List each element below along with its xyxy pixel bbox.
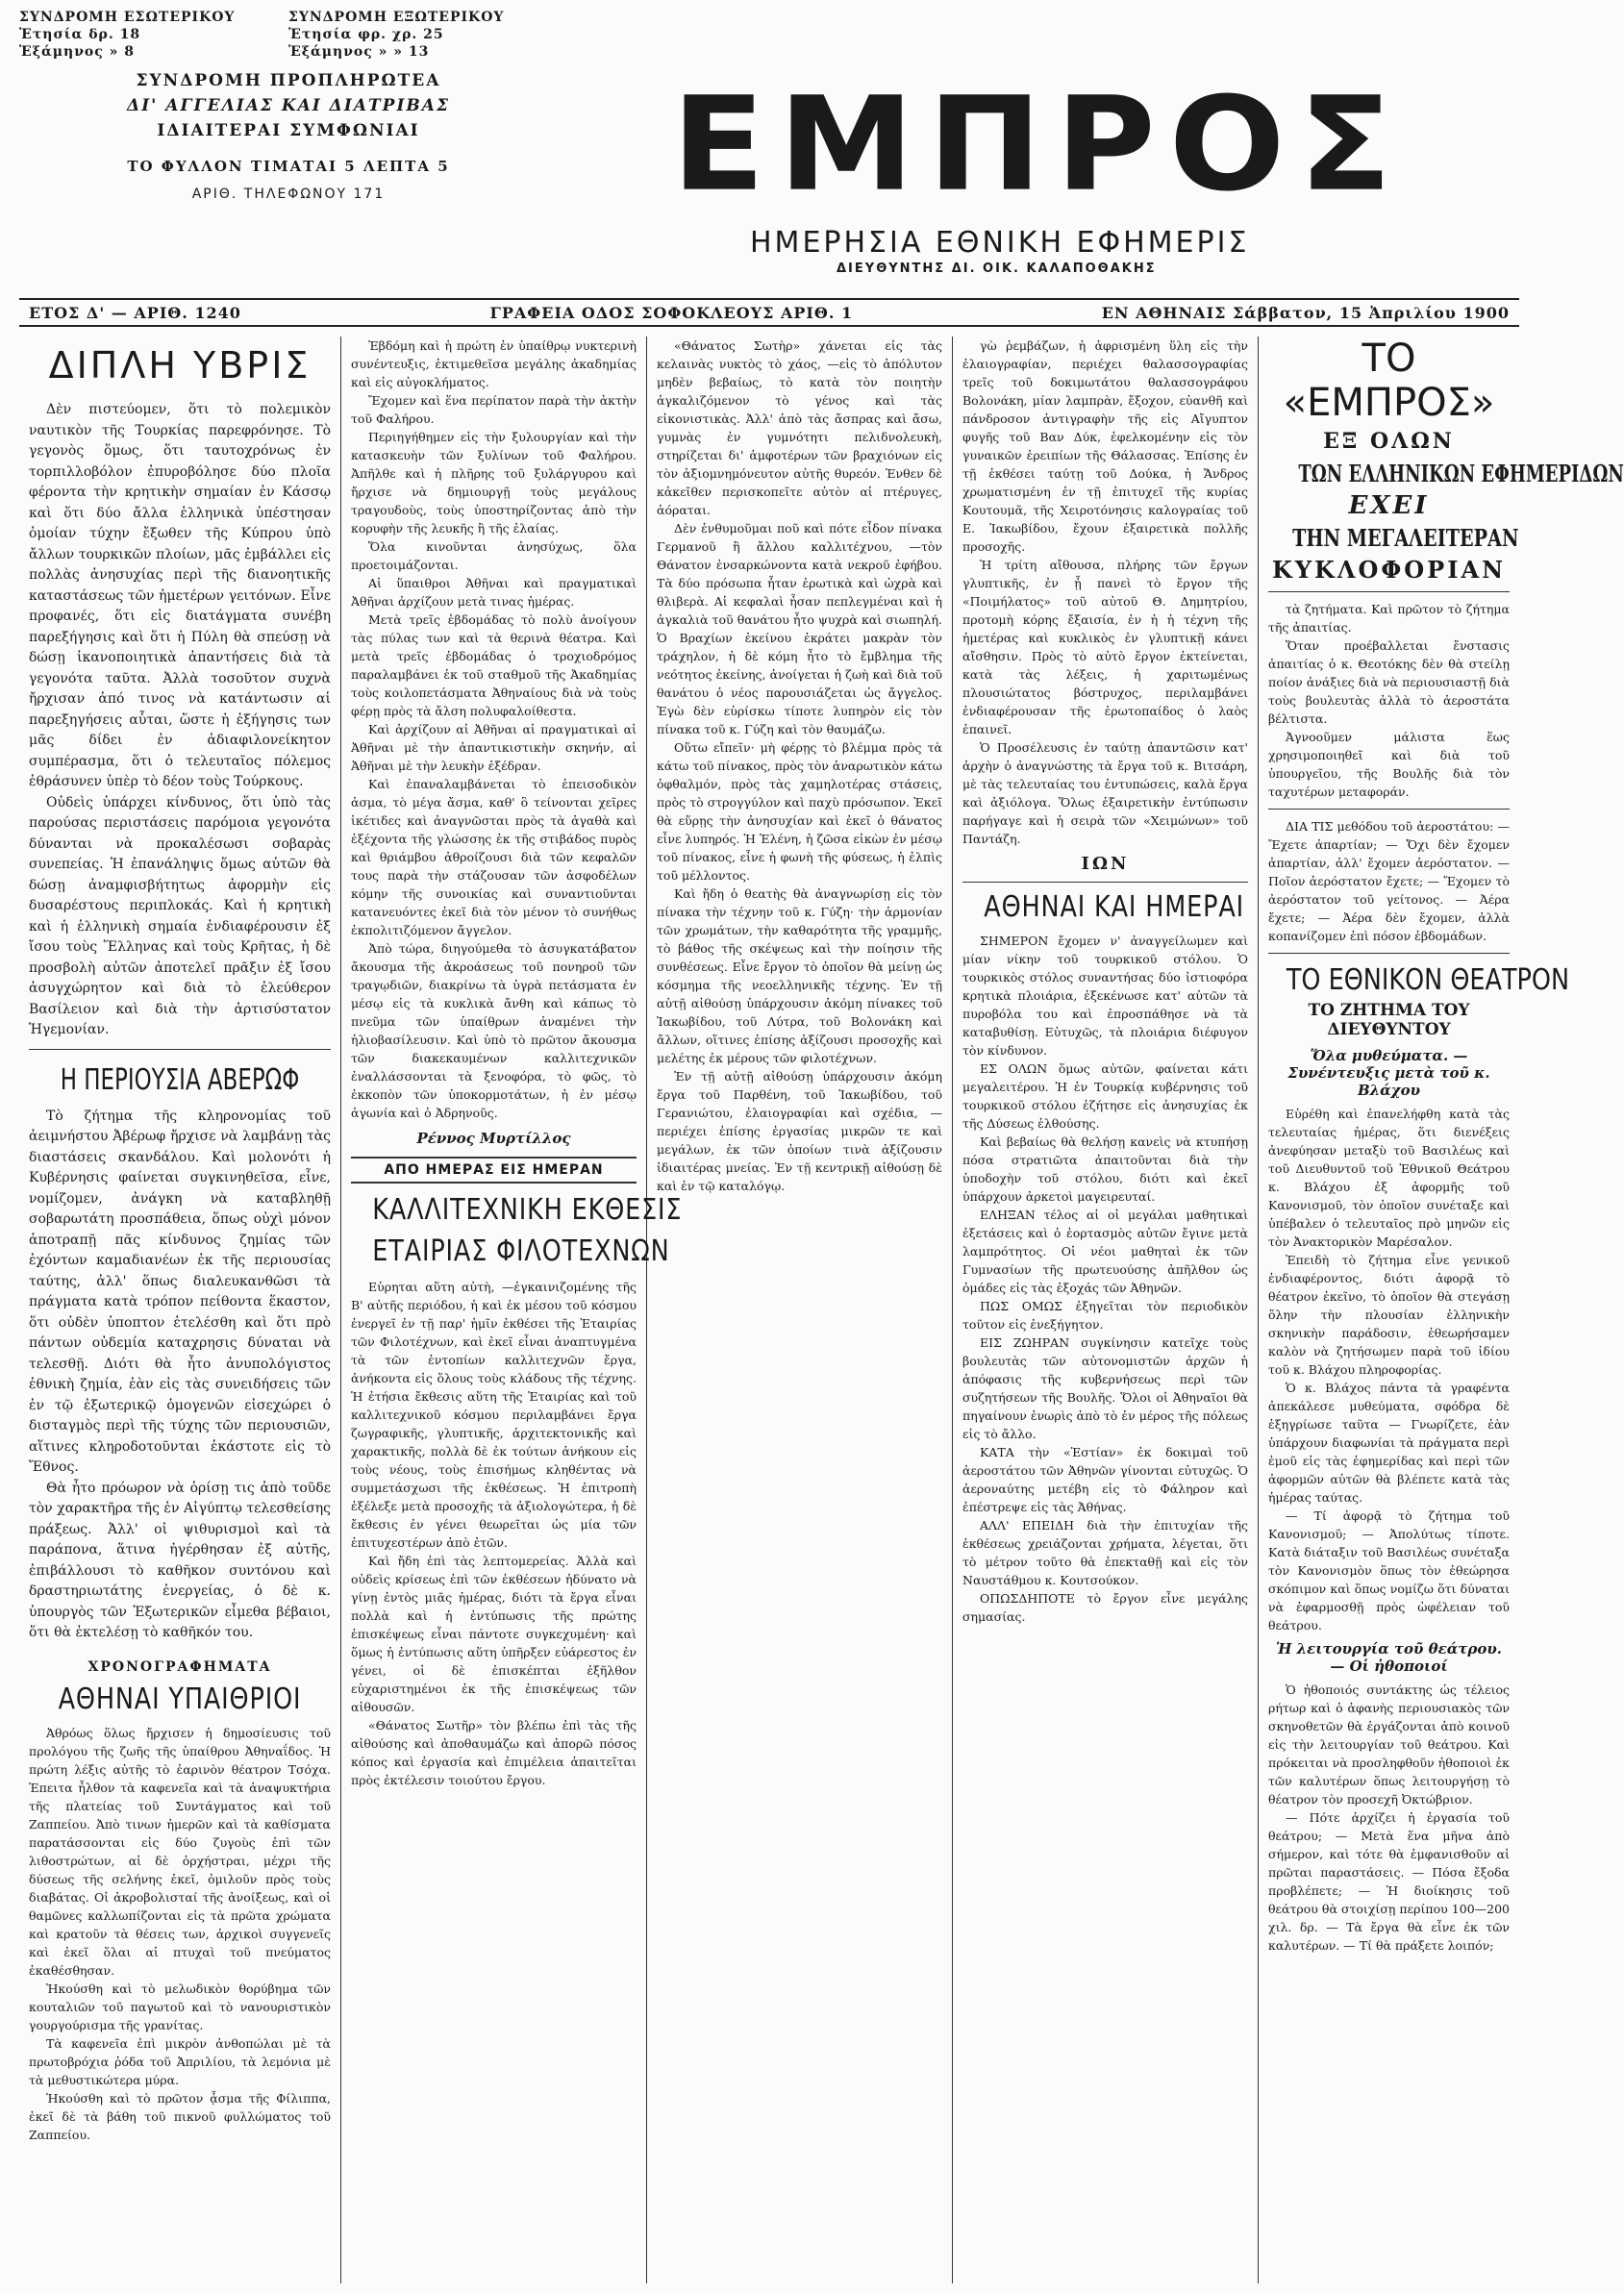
subs-foreign-heading: ΣΥΝΔΡΟΜΗ ΕΞΩΤΕΡΙΚΟΥ (288, 10, 505, 25)
paragraph: ΟΠΩΣΔΗΠΟΤΕ τὸ ἔργον εἶνε μεγάλης σημασίας. (962, 1591, 1248, 1624)
article-title-averof: Η ΠΕΡΙΟΥΣΙΑ ΑΒΕΡΩΦ (60, 1062, 300, 1097)
paragraph: Ἠκούσθη καὶ τὸ μελωδικὸν θορύβημα τῶν κουταλιῶν τοῦ παγωτοῦ καὶ τὸ νανουριστικὸν γουργούρισμα τῆς γρανίτας. (29, 1981, 331, 2032)
paragraph: ΣΗΜΕΡΟΝ ἔχομεν ν' ἀναγγείλωμεν καὶ μίαν νίκην τοῦ τουρκικοῦ στόλου. Ὁ τουρκικὸς στόλος συναντήσας δύο ἰστιοφόρα κρητικὰ πλοιάρια, ἐξεκένωσε κατ' αὐτῶν τὰ πυροβόλα του καὶ ἐπροσπάθησε νὰ τὰ καταβυθίσῃ. Εὐτυχῶς, τὰ πλοιάρια διέφυγον τὸν κίνδυνον. (962, 934, 1248, 1058)
paragraph: ΑΛΛ' ΕΠΕΙΔΗ διὰ τὴν ἐπιτυχίαν τῆς ἐκθέσεως χρειάζονται χρήματα, λέγεται, ὅτι τὸ μέτρον τοῦτο θὰ ἐπεκταθῇ καὶ εἰς τὸν Ναυστάθμου κ. Κουτσούκον. (962, 1518, 1248, 1587)
article-columns (19, 336, 1624, 2283)
paragraph: Ἠκούσθη καὶ τὸ πρῶτον ᾆσμα τῆς Φίλιππα, ἐκεῖ δὲ τὰ βάθη τοῦ πικνοῦ φυλλώματος τοῦ Ζαππείου. (29, 2090, 331, 2142)
issue-date: ΕΝ ΑΘΗΝΑΙΣ Σάββατον, 15 Ἀπριλίου 1900 (1101, 303, 1510, 322)
dateline-bar (19, 298, 1519, 327)
article-body (29, 400, 331, 1041)
paragraph: Τὰ καφενεῖα ἐπὶ μικρὸν ἀνθοπώλαι μὲ τὰ πρωτοβρόχια ῥόδα τοῦ Ἀπριλίου, τὰ λεμόνια μὲ τὰ μεθυστικώτερα μύρα. (29, 2035, 331, 2087)
paragraph: Ἐπειδὴ τὸ ζήτημα εἶνε γενικοῦ ἐνδιαφέροντος, διότι ἀφορᾷ τὸ θέατρον ἐκεῖνο, τὸ ὁποῖον θὰ στεγάσῃ ὅλην τὴν πλουσίαν ἑλληνικὴν σκηνικὴν παράδοσιν, ἐθεωρήσαμεν καλὸν νὰ ζητήσωμεν παρὰ τοῦ ἰδίου τοῦ κ. Βλάχου πληροφορίας. (1268, 1253, 1510, 1377)
article-body (1268, 600, 1510, 801)
article-title-athinai-kai-imerai: ΑΘΗΝΑΙ ΚΑΙ ΗΜΕΡΑΙ (984, 890, 1244, 924)
paragraph: Ἡ τρίτη αἴθουσα, πλήρης τῶν ἔργων γλυπτικῆς, ἐν ᾗ πανεὶ τὸ ἔργον τῆς «Ποιμήλατος» τοῦ αὐτοῦ Θ. Δημητρίου, προτομὴ κόρης ἔξαισία, ἐν ἡ ἡ τέχνη τῆς ἡμετέρας καὶ κυκλικὸς ἐν γλυπτικῇ κάνει αἴσθησιν. Πρὸς τὸ αὐτὸ ἔργον ἐκτείνεται, κατὰ τὰς λέξεις, ἡ χαριτωμένως πλουσιώτατος βόστρυχος, περιλαμβάνει ἐνδιαφέρουσαν τῆς ἐρωτοπαίδος ὁ λαὸς ἐπαινεῖ. (962, 558, 1248, 736)
paragraph: «Θάνατος Σωτὴρ» χάνεται εἰς τὰς κελαινὰς νυκτὸς τὸ χάος, —εἰς τὸ ἀπόλυτον μηδὲν βεβαίως, τὸ κατὰ τὸν ποιητὴν ἀγκαλιζόμενον τὸ γένος καὶ τὰς εἰκονιστικὰς. Ἀλλ' ἀπὸ τὰς ἄσπρας καὶ ἄσω, γυμνὰς ἐν γυμνότητι πελιδνολευκὴ, στηρίζεται δι' ἀμφοτέρων τῶν βραχιόνων εἰς τὸν ἀξιομνημόνευτον αὐτῆς θυρεόν. Ἐνθεν δὲ κἀκεῖθεν περισκοπεῖτε αὐτὸν αἱ πτέρυγες, ἀόραται. (657, 338, 942, 517)
promo-line-3: ΤΩΝ ΕΛΛΗΝΙΚΩΝ ΕΦΗΜΕΡΙΔΩΝ (1298, 460, 1624, 487)
prepaid-notice: ΣΥΝΔΡΟΜΗ ΠΡΟΠΛΗΡΩΤΕΑ (136, 71, 441, 90)
newspaper-tagline: ΗΜΕΡΗΣΙΑ ΕΘΝΙΚΗ ΕΦΗΜΕΡΙΣ (750, 226, 1250, 260)
column-4 (953, 336, 1259, 2283)
paragraph: Ὁ ἠθοποιός συντάκτης ὡς τέλειος ρήτωρ καὶ ὁ ἀφανὴς περιουσιακὸς τῶν σκηνοθετῶν θὰ ἐργάζονται ἀπὸ κοινοῦ εἰς τὴν λειτουργίαν τοῦ θεάτρου. Καὶ πρόκειται νὰ προσληφθοῦν ἠθοποιοὶ ἐκ τῶν καλυτέρων ὅπως λειτουργήσῃ τὸ θέατρον τὸν προσεχῆ Ὀκτώβριον. (1268, 1682, 1510, 1807)
newspaper-director: ΔΙΕΥΘΥΝΤΗΣ ΔΙ. ΟΙΚ. ΚΑΛΑΠΟΘΑΚΗΣ (837, 262, 1157, 276)
article-body (1268, 1105, 1510, 1634)
article-body (1268, 1681, 1510, 1955)
promo-line-6: ΚΥΚΛΟΦΟΡΙΑΝ (1271, 556, 1507, 584)
paragraph: ΕΣ ΟΛΩΝ ὅμως αὐτῶν, φαίνεται κάτι μεγαλειτέρου. Ἡ ἐν Τουρκίᾳ κυβέρνησις τοῦ τουρκικοῦ στόλου ἐζήτησε εἰς ἀνησυχίας ἐκ τῆς Δύσεως ἐλθούσης. (962, 1061, 1248, 1131)
paragraph: Ὁ κ. Βλάχος πάντα τὰ γραφέντα ἀπεκάλεσε μυθεύματα, σφόδρα δὲ ἐξηγρίωσε ταῦτα — Γνωρίζετε, ἐὰν ὑπάρχουν διαφωνίαι τὰ πράγματα περὶ ἐμοῦ εἰς τὰς ἐφημερίδας καὶ περὶ τῶν ἀφορμῶν αὐτῶν θὰ βλέπετε κατὰ τὰς ἡμέρας ταύτας. (1268, 1381, 1510, 1505)
column-3 (647, 336, 953, 2283)
divider (1268, 809, 1510, 810)
promo-line-5: ΤΗΝ ΜΕΓΑΛΕΙΤΕΡΑΝ (1292, 524, 1519, 552)
paragraph: Καὶ βεβαίως θὰ θελήσῃ κανεὶς νὰ κτυπήσῃ πόσα στρατιῶτα ἀπαιτοῦνται διὰ τὴν ὑποδοχὴν τοῦ στόλου, διότι καὶ ἐκεῖ ὑπάρχουν ἀρκετοὶ μαγειρευταί. (962, 1134, 1248, 1204)
article-title-athinai-ypaithrioi: ΑΘΗΝΑΙ ΥΠΑΙΘΡΙΟΙ (58, 1682, 302, 1716)
paragraph: Ἐν τῇ αὐτῇ αἰθούσῃ ὑπάρχουσιν ἀκόμη ἔργα τοῦ Παρθένη, τοῦ Ἰακωβίδου, τοῦ Γερανιώτου, ἐλαιογραφίαι καὶ σχέδια, —περιέχει ἐπίσης ἐργασίας μικρῶν τε καὶ μεγάλων, ἐκ τῶν ὁποίων τινὰ ἀξίζουσιν ἰδιαιτέρας μνείας. Ἐν τῇ κεντρικῇ αἰθούσῃ δὲ καὶ ἐν τῷ καταλόγῳ. (657, 1069, 942, 1193)
article-body (962, 336, 1248, 848)
paragraph: Καὶ ἀρχίζουν αἱ Ἀθῆναι αἱ πραγματικαὶ αἱ Ἀθῆναι μὲ τὴν ἀπαντικιστικὴν σκηνήν, αἱ Ἀθῆναι μὲ τὴν λευκὴν ἐξέδραν. (351, 722, 637, 773)
paragraph: Καὶ ἤδη ἐπὶ τὰς λεπτομερείας. Ἀλλὰ καὶ οὐδεὶς κρίσεως ἐπὶ τῶν ἐκθέσεων ἠδύνατο νὰ γίνῃ ἐντὸς μιᾶς ἡμέρας, διότι τὰ ἔργα εἶναι πολλὰ καὶ ἡ ἐντύπωσις τῆς πρώτης ἐπισκέψεως εἶναι πάντοτε συγκεχυμένη· καὶ ὅμως ἡ ἐντύπωσις αὕτη ὑπῆρξεν εὐάρεστος ἐν γένει, οἱ δὲ ἐπισκέπται ἐξῆλθον εὐχαριστημένοι ἐκ τῆς ἐπισκέψεως τῶν αἰθουσῶν. (351, 1554, 637, 1714)
paragraph: Ἀθρόως ὅλως ἤρχισεν ἡ δημοσίευσις τοῦ προλόγου τῆς ζωῆς τῆς ὑπαίθρου Ἀθηναΐδος. Ἡ πρώτη λέξις αὐτῆς τὸ ἐαρινὸν θέατρον Τσόχα. Ἐπειτα ἦλθον τὰ καφενεῖα καὶ τὰ ἀναψυκτήρια τῆς πλατείας τοῦ Συντάγματος καὶ τοῦ Ζαππείου. Ἀπὸ τινων ἡμερῶν καὶ τὰ καθίσματα παρατάσσονται εἰς δύο ζυγοὺς ἐπὶ τῶν λιθοστρώτων, αἱ δὲ ὀρχήστραι, μέχρι τῆς δύσεως τῆς σελήνης ἐκεῖ, ὁμιλοῦν πρὸς τοὺς διαβάτας. Οἱ ἀκροβολισταί τῆς ἀνοίξεως, καὶ οἱ θαμῶνες καλλωπίζονται εἰς τὰ πρῶτα χρώματα καὶ κρατοῦν τὰ θέσεις των, ἀρχικοὶ συγγενεῖς καὶ ἐκεῖ ὅλαι αἱ πτυχαὶ τοῦ πνεύματος ἐκαθέσθησαν. (29, 1725, 331, 1978)
divider (29, 1049, 331, 1050)
subs-foreign-rate-half: Ἑξάμηνος » » 13 (288, 44, 430, 60)
paragraph: ΕΛΗΞΑΝ τέλος αἱ οἱ μεγάλαι μαθητικαὶ ἐξετάσεις καὶ ὁ ἐορτασμὸς αὐτῶν ἔγινε μετὰ λαμπρότητος. Οἱ νέοι μαθηταὶ ἐκ τῶν Γυμνασίων τῆς πρωτευούσης ἀπῆλθον ὡς ὁμάδες εἰς τὰς ἐξοχάς τῶν Ἀθηνῶν. (962, 1208, 1248, 1295)
paragraph: Ἀπὸ τώρα, διηγούμεθα τὸ ἀσυγκατάβατον ἄκουσμα τῆς ἀκροάσεως τοῦ πονηροῦ τῶν τραγῳδιῶν, διακρίνω τὰ ὑγρὰ πετάσματα ἐν μέσῳ εἰς τὰ κυκλικὰ ἄνθη καὶ κάπως τὸ πνεῦμα τῶν ὑπαίθρων ἀναμένει τὴν ἡλιοβασίλευσιν. Καὶ ὑπὸ τὸ πρῶτον ἄκουσμα τῶν διακεκαυμένων καλλιτεχνικῶν ἐναλλάσσονται τὰ ξενοφόρα, τὸ φῶς, τὸ ἐκκοπὸν τῶν ὑποκορμοτάτων, ἡ ἐν μέσῳ ἀγωνία καὶ ὁ Ἀδρηνοῦς. (351, 941, 637, 1120)
circulation-promo (1268, 336, 1624, 592)
paragraph: γὼ ῥεμβάζων, ἡ ἀφρισμένη ὕλη εἰς τὴν ἐλαιογραφίαν, περιέχει θαλασσογραφίας τρεῖς τοῦ δοκιμωτάτου θαλασσογράφου Βολονάκη, μίαν λαμπρὰν, ἔξοχον, εὐανθῆ καὶ πάνδροσον ἀντιγραφὴν τῆς εἰς Αἴγυπτον φυγῆς τοῦ Βαν Δύκ, ἐφελκομένην εἰς τὸν γυναικῶν ἐρειπίων τῆς Θάλασσας. Ἐπίσης ἐν τῇ ἐκθέσει ταύτῃ τοῦ Δούκα, ἡ Ἄνδρος χρωματισμένη ἐν τῇ ἐπιτυχεῖ τῆς κυρίας Κουτουμᾶ, τῆς Χειροτόνησις καλογραίας τοῦ Ε. Ἰακωβίδου, ἔχουν ἐξαιρετικὰ πολλῆς προσοχῆς. (962, 338, 1248, 554)
paragraph: Καὶ ἤδη ὁ θεατὴς θὰ ἀναγνωρίσῃ εἰς τὸν πίνακα τὴν τέχνην τοῦ κ. Γύζη· τὴν ἁρμονίαν τῶν χρωμάτων, τὴν καθαρότητα τῆς γραμμῆς, τὸ βάθος τῆς σκέψεως καὶ τὴν ποίησιν τῆς συνθέσεως. Εἶνε ἔργον τὸ ὁποῖον θὰ μείνῃ ὡς κόσμημα τῆς νεοελληνικῆς τέχνης. Ἐν τῇ αὐτῇ αἰθούσῃ ὑπάρχουσιν ἀκόμη πίνακες τοῦ Ἰακωβίδου, τοῦ Λύτρα, τοῦ Βολονάκη καὶ ἄλλων, οἵτινες ἐπίσης ἀξίζουσι προσοχῆς καὶ μελέτης ἐκ μέρους τῶν φιλοτέχνων. (657, 886, 942, 1065)
paragraph: ΔΙΑ ΤΙΣ μεθόδου τοῦ ἀεροστάτου: — Ἔχετε ἀπαρτίαν; — Ὄχι δὲν ἔχομεν ἀπαρτίαν, ἀλλ' ἔχομεν ἀερόστατον. — Ποῖον ἀερόστατον ἔχετε; — Ἔχομεν τὸ ἀερόστατον τοῦ γείτονος. — Ἀέρα ἔχετε; — Ἀέρα δὲν ἔχομεν, ἀλλὰ κοπανίζομεν ἐπὶ πόσον ἐβδομάδων. (1268, 819, 1510, 943)
issue-number: ΕΤΟΣ Δ' — ΑΡΙΘ. 1240 (29, 303, 241, 322)
phone-number: ΑΡΙΘ. ΤΗΛΕΦΩΝΟΥ 171 (191, 187, 386, 202)
column-2 (341, 336, 683, 2283)
article-subhead: Ὅλα μυθεύματα. — Συνέντευξις μετὰ τοῦ κ. Βλάχου (1287, 1047, 1490, 1099)
paragraph: Ὅταν προέβαλλεται ἔνστασις ἀπαιτίας ὁ κ. Θεοτόκης δὲν θὰ στείλῃ ποίον ἀνάξιες διὰ νὰ περιουσιαστῇ διὰ τοὺς βουλευτὰς ἀλλὰ τὸ ἀεροστάτα βέλτιστα. (1268, 638, 1510, 726)
subs-domestic-rate-annual: Ἐτησία δρ. 18 (19, 27, 141, 42)
subscription-box (19, 10, 558, 202)
promo-line-1: ΤΟ «ΕΜΠΡΟΣ» (1283, 336, 1495, 425)
paragraph: τὰ ζητήματα. Καὶ πρῶτον τὸ ζήτημα τῆς ἀπαιτίας. (1268, 602, 1510, 635)
divider (962, 882, 1248, 883)
article-body (351, 1278, 637, 1789)
article-title-exhibition: ΚΑΛΛΙΤΕΧΝΙΚΗ ΕΚΘΕΣΙΣ (372, 1193, 683, 1227)
article-body (29, 1724, 331, 2144)
paragraph: — Τί ἀφορᾷ τὸ ζήτημα τοῦ Κανονισμοῦ; — Ἀπολύτως τίποτε. Κατὰ διάταξιν τοῦ Βασιλέως συνέταξα τὸν Κανονισμὸν ὅπως τὸν ἐθεώρησα σκόπιμον καὶ ὅπως νομίζω ὅτι δύναται νὰ ἐφαρμοσθῇ πρὸς ὠφέλειαν τοῦ θεάτρου. (1268, 1508, 1510, 1633)
subs-domestic-heading: ΣΥΝΔΡΟΜΗ ΕΣΩΤΕΡΙΚΟΥ (19, 10, 236, 25)
paragraph: Αἱ ὕπαιθροι Ἀθῆναι καὶ πραγματικαὶ Ἀθῆναι ἀρχίζουν μετὰ τινας ἡμέρας. (351, 576, 637, 609)
paragraph: ΕΙΣ ΖΩΗΡΑΝ συγκίνησιν κατεῖχε τοὺς βουλευτὰς τῶν αὐτονομιστῶν ἀρχῶν ἡ ἀπόφασις τῆς κυβερνήσεως περὶ τῶν συζητήσεων τῆς Βουλῆς. Ὅλοι οἱ Ἀθηναῖοι θὰ πηγαίνουν ἐνωρὶς ἀπὸ τὸ ἐν μέρος τῆς πόλεως εἰς τὸ ἄλλο. (962, 1335, 1248, 1441)
paragraph: Εὑρέθη καὶ ἐπανελήφθη κατὰ τὰς τελευταίας ἡμέρας, ὅτι διενέξεις ἀνεφύησαν μεταξὺ τοῦ Βασιλέως καὶ τοῦ Διευθυντοῦ τοῦ Ἐθνικοῦ Θεάτρου κ. Βλάχου ἐξ ἀφορμῆς τοῦ Κανονισμοῦ, τὸν ὁποῖον συνέταξε καὶ ὑπέβαλεν ὁ τελευταῖος πρὸ μηνῶν εἰς τὸν Ἀνακτορικὸν Μαρέσαλον. (1268, 1107, 1510, 1249)
paragraph: Τὸ ζήτημα τῆς κληρονομίας τοῦ ἀειμνήστου Ἀβέρωφ ἤρχισε νὰ λαμβάνῃ τὰς διαστάσεις σκανδάλου. Καὶ μολονότι ἡ Κυβέρνησις φαίνεται συγκινηθεῖσα, εἶνε, νομίζομεν, ἀνάγκη νὰ καταβληθῇ σοβαρωτάτη προσπάθεια, ὅπως οὐχὶ μόνον ἀποτραπῇ πᾶς κίνδυνος ζημίας τῶν ἐχόντων καμαδιανέων ἐκ τῆς περιουσίας ταύτης, ἀλλ' ὅπως διαλευκανθῶσι τὰ πράγματα κατὰ τρόπον πείθοντα ἕκαστον, ὅτι οὐδὲν ὑποπτον ἐτελέσθη καὶ ὅτι πρὸ πάντων οὐδεμία καταχρησις δύναται νὰ τελεσθῇ. Διότι θὰ ἦτο ἀνυπολόγιστος ἐθνικὴ ζημία, ἐὰν εἰς τὰς συνειδήσεις τῶν ἐν τῷ ἐξωτερικῷ ὁμογενῶν εἰσεχώρει ὁ δισταγμὸς περὶ τῆς τύχης τῶν περιουσιῶν, αἵτινες κληροδοτοῦνται ἑκάστοτε εἰς τὸ Ἔθνος. (29, 1108, 331, 1475)
promo-line-4: ΕΧΕΙ (1348, 491, 1430, 520)
paragraph: — Πότε ἀρχίζει ἡ ἐργασία τοῦ θεάτρου; — Μετὰ ἕνα μῆνα ἀπὸ σήμερον, καὶ τότε θὰ ἐμφανισθοῦν αἱ πρῶται παραστάσεις. — Πόσα ἔξοδα προβλέπετε; — Ἡ διοίκησις τοῦ θεάτρου θὰ στοιχίσῃ περίπου 100—200 χιλ. δρ. — Τὰ ἔργα θὰ εἶνε ἐκ τῶν καλυτέρων. — Τί θὰ πράξετε λοιπόν; (1268, 1810, 1510, 1953)
paragraph: Περιηγήθημεν εἰς τὴν ξυλουργίαν καὶ τὴν κατασκευὴν τῶν ξυλίνων τοῦ Φαλήρου. Ἀπῆλθε καὶ ἡ πλῆρης τοῦ ξυλάργυρου καὶ ἤρχισε νὰ δημιουργῇ τοὺς μεγάλους τραγουδοὺς, τοὺς ὑποστηρίζοντας ἀπὸ τὴν κορυφὴν τῆς λευκῆς ἢ τῆς ἐλαίας. (351, 430, 637, 536)
section-kicker: ΧΡΟΝΟΓΡΑΦΗΜΑΤΑ (87, 1658, 272, 1675)
article-subtitle: ΤΟ ΖΗΤΗΜΑ ΤΟΥ ΔΙΕΥΘΥΝΤΟΥ (1308, 1001, 1470, 1039)
promo-line-2: ΕΞ ΟΛΩΝ (1323, 429, 1455, 454)
article-body (29, 1107, 331, 1644)
paragraph: Ἐβδόμη καὶ ἡ πρώτη ἐν ὑπαίθρῳ νυκτερινὴ συνέντευξις, ἐκτιμεθεῖσα μεγάλης ἀκαδημίας καὶ εἰς αὐγοκλήματος. (351, 338, 637, 389)
column-5 (1259, 336, 1624, 2283)
paragraph: ΠΩΣ ΟΜΩΣ ἐξηγεῖται τὸν περιοδικὸν τοῦτον εἰς ἐνεξήγητον. (962, 1299, 1248, 1332)
paragraph: Θὰ ἦτο πρόωρον νὰ ὁρίσῃ τις ἀπὸ τοῦδε τὸν χαρακτῆρα τῆς ἐν Αἰγύπτῳ τελεσθείσης πράξεως. Ἀλλ' οἱ ψιθυρισμοὶ καὶ τὰ παράπονα, ἅτινα ἠγέρθησαν ἐξ αὐτῆς, ἐπιβάλλουσι τὸ καθῆκον συντόνου καὶ δραστηριωτάτης ἐνεργείας, ὁ δὲ κ. ὑπουργὸς τῶν Ἐξωτερικῶν εἶμεθα βέβαιοι, ὅτι θὰ ἐκτελέσῃ τὸ καθῆκόν του. (29, 1480, 331, 1640)
divider (1268, 953, 1510, 954)
paragraph: Οὐδεὶς ὑπάρχει κίνδυνος, ὅτι ὑπὸ τὰς παρούσας περιστάσεις παρόμοια γεγονότα δύνανται νὰ προκαλέσωσι σοβαρὰς συνεπείας. Ἡ ἐπανάληψις ὅμως αὐτῶν θὰ δώσῃ ἀναμφισβήτητως ἀφορμὴν εἰς δυσαρέστους περιπλοκάς. Καὶ ἡ κρητικὴ καὶ ἡ ἑλληνικὴ σημαία ἐνδιαφέρουσιν ἐξ ἴσου τοὺς Ἕλληνας καὶ τοὺς Κρῆτας, ἡ δὲ προσβολὴ αὐτῶν ἀποτελεῖ πρᾶξιν ἐξ ἴσου ἀσυγχώρητον καὶ διὰ τὸ ἐλεύθερον Βασίλειον καὶ διὰ τὴν ἀρτισύστατον Ἡγεμονίαν. (29, 794, 331, 1037)
paragraph: Ἀγνοοῦμεν μάλιστα ἕως χρησιμοποιηθεῖ καὶ διὰ τοῦ ὑπουργεῖου, τῆς Βουλῆς διὰ τὸν ταχυτέρων μεταφοράν. (1268, 730, 1510, 799)
subs-domestic-rate-half: Ἑξάμηνος » 8 (19, 44, 136, 60)
paragraph: Ὁ Προσέλευσις ἐν ταύτῃ ἀπαντῶσιν κατ' ἀρχὴν ὁ ἀναγνώστης τὰ ἔργα τοῦ κ. Βιτσάρη, μὲ τὰς τελευταίας του ἐντυπώσεις, καλὰ ἔργα καὶ ἀξιόλογα. Ὅλως ἐξαιρετικὴν ἐντύπωσιν παρήγαγε καὶ ἡ σειρὰ τῶν «Χειμώνων» τοῦ Παντάζη. (962, 740, 1248, 846)
paragraph: Καὶ ἐπαναλαμβάνεται τὸ ἐπεισοδικὸν ἀσμα, τὸ μέγα ἄσμα, καθ' ὃ τείνονται χεῖρες ἱκέτιδες καὶ ἀναγνῶσται πρὸς τὰ ἀγαθὰ καὶ ἐξέχοντα τῆς γλώσσης ἐκ τῆς στιβάδος πυρὸς καὶ θριάμβου ἀθροίζουσι διὰ τῶν κεφαλῶν τους παρὰ τὴν στάζουσαν τῶν ἀσφοδέλων κόμην τῆς συνοικίας καὶ συναντιοῦνται κατανευόντες ἐκεῖ διὰ τὸν μένον τὸ συνήθως ἐκπολιτιζόμενον ἄγγελον. (351, 777, 637, 937)
author-signature: Ρέννος Μυρτίλλος (416, 1130, 571, 1147)
article-title-national-theatre: ΤΟ ΕΘΝΙΚΟΝ ΘΕΑΤΡΟΝ (1286, 963, 1570, 997)
article-body (1268, 817, 1510, 945)
paragraph: Εὑρηται αὕτη αὐτὴ, —ἐγκαινιζομένης τῆς Β' αὐτῆς περιόδου, ἡ καὶ ἐκ μέσου τοῦ κόσμου ἐνεργεῖ ἐν τῇ παρ' ἡμῖν ἐκθέσει τῆς Ἑταιρίας τῶν Φιλοτέχνων, καὶ ἐκεῖ εἶναι ἀναπτυγμένα τὰ τῶν ἐντοπίων καλλιτεχνῶν ἔργα, ἀνήκοντα εἰς ὅλους τοὺς κλάδους τῆς τέχνης. Ἡ ἐτήσια ἔκθεσις αὕτη τῆς Ἑταιρίας καὶ τοῦ καλλιτεχνικοῦ κόσμου περιλαμβάνει ἔργα ζωγραφικῆς, γλυπτικῆς, ἀρχιτεκτονικῆς καὶ χαρακτικῆς, πολλὰ δὲ ἐκ τούτων ἀνήκουν εἰς τοὺς νέους, τοὺς ἐπισήμως κληθέντας νὰ συμμετάσχωσι τῆς ἐκθέσεως. Ἡ ἐπιτροπὴ ἐξέλεξε μετὰ προσοχῆς τὰ ἀξιολογώτερα, ἡ δὲ ἔκθεσις ἐν γένει θεωρεῖται ὡς μία τῶν ἐπιτυχεστέρων ἀπὸ ἐτῶν. (351, 1280, 637, 1550)
paragraph: Μετὰ τρεῖς ἑβδομάδας τὸ πολὺ ἀνοίγουν τὰς πύλας των καὶ τὰ θερινὰ θέατρα. Καὶ μετὰ τρεῖς ἑβδομάδας ὁ τροχιοδρόμος παραλαμβάνει ἐκ τοῦ σταθμοῦ τῆς Ἀκαδημίας τοὺς κοιλοπετάσματα Ἀθηναίους διὰ νὰ τοὺς φέρῃ πρὸς τὰ ἄλση πολυφαλοίθεστα. (351, 612, 637, 718)
article-body (962, 932, 1248, 1626)
newspaper-logo: ΕΜΠΡΟΣ (671, 69, 1406, 220)
article-body (351, 336, 637, 1122)
article-subhead: Ἡ λειτουργία τοῦ θεάτρου. — Οἱ ἠθοποιοί (1275, 1640, 1503, 1675)
paragraph: Οὕτω εἴπεῖν· μὴ φέρῃς τὸ βλέμμα πρὸς τὰ κάτω τοῦ πίνακος, πρὸς τὸν ἀναρωτικὸν κάτω ὀφθαλμόν, πρὸς τὰς χαμηλοτέρας στάσεις, πρὸς τὸ στρογγύλον καὶ παχὺ πρόσωπον. Ἐκεῖ θὰ εὕρῃς τὴν ἀνησυχίαν καὶ ἐκεῖ ὁ θάνατος εἶνε λυπηρός. Ἡ Ἐλένη, ἡ ζῶσα εἰκὼν ἐν μέσῳ τοῦ πίνακος, εἶνε ἡ φωνὴ τῆς φύσεως, ἡ ἐλπὶς τοῦ μέλλοντος. (657, 740, 942, 883)
masthead (19, 10, 1519, 276)
article-body (657, 336, 942, 1195)
section-heading: ΑΠΟ ΗΜΕΡΑΣ ΕΙΣ ΗΜΕΡΑΝ (351, 1157, 637, 1184)
column-1 (19, 336, 341, 2283)
paragraph: Δὲν πιστεύομεν, ὅτι τὸ πολεμικὸν ναυτικὸν τῆς Τουρκίας παρεφρόνησε. Τὸ γεγονὸς ὅμως, ὅτι ταυτοχρόνως ἐν τορπιλλοβόλον ἐπυροβόλησε δύο πλοῖα φέροντα τὴν κρητικὴν σημαίαν ἐν Κάσσῳ καὶ ὅτι δύο ἄλλα ἑλληνικὰ ὑπέστησαν ὁμοίαν τύχην ἔξωθεν τῆς Κύπρου ὑπὸ ἄλλων τουρκικῶν πλοίων, μᾶς ἐμβάλλει εἰς πολλὰς ἀνησυχίας περὶ τῆς διανοητικῆς καταστάσεως τῶν ἡμετέρων γειτόνων. Εἶνε προφανές, ὅτι εἰς διατάγματα συνέβη παρεξήγησις καὶ ὅτι ἡ Πύλη θὰ σπεύσῃ νὰ δώσῃ ἱκανοποιητικὰ ἀπαντήσεις διὰ τὰ γεγονότα ταῦτα. Ἀλλὰ τοσοῦτον συχνὰ ἤρχισαν ἀπό τινος νὰ κατάντωσιν αἱ παρεξηγήσεις αὗται, ὥστε ἡ ἐξήγησις των μᾶς δίδει ἐν ἀδιαφιλονείκητον συμπέρασμα, ὅτι ὁ τελευταῖος πόλεμος ἐθράσυνεν ὑπὲρ τὸ δέον τοὺς Τούρκους. (29, 402, 331, 789)
article-title-dipli-yvris: ΔΙΠΛΗ ΥΒΡΙΣ (48, 344, 312, 386)
paragraph: ΚΑΤΑ τὴν «Ἑστίαν» ἐκ δοκιμαὶ τοῦ ἀεροστάτου τῶν Ἀθηνῶν γίνονται εὐτυχῶς. Ὁ ἀεροναύτης μετέβη εἰς τὸ Φάληρον καὶ ἐπέστρεψε εἰς τὰς Ἀθήνας. (962, 1445, 1248, 1514)
ads-notice: ΔΙ' ΑΓΓΕΛΙΑΣ ΚΑΙ ΔΙΑΤΡΙΒΑΣ (127, 96, 450, 115)
office-address: ΓΡΑΦΕΙΑ ΟΔΟΣ ΣΟΦΟΚΛΕΟΥΣ ΑΡΙΘ. 1 (489, 303, 854, 322)
paragraph: Ἔχομεν καὶ ἕνα περίπατον παρὰ τὴν ἀκτὴν τοῦ Φαλήρου. (351, 393, 637, 426)
paragraph: Δὲν ἐνθυμοῦμαι ποῦ καὶ πότε εἶδον πίνακα Γερμανοῦ ἢ ἄλλου καλλιτέχνου, —τὸν Θάνατον ἐνσαρκώνοντα κατὰ νεκροῦ ἐφήβου. Τὰ δύο πρόσωπα ἦταν ἐρωτικὰ καὶ ὠχρὰ καὶ θλιβερὰ. Αἱ κεφαλαὶ ἦσαν πεπλεγμέναι καὶ ἡ ἀγκαλιὰ τοῦ θανάτου ἦτο ψυχρὰ καὶ σιωπηλή. Ὁ Βραχίων ἐκείνου ἐκράτει μακρὰν τὸν τράχηλον, ἡ δὲ κόμη ἦτο τὸ ἔμβλημα τῆς νεότητος ἐκείνης, ἀνοίγεται ἡ ζωὴ καὶ διὰ τοῦ θανάτου ὁ νέος παρουσιάζεται ὡς ἄγγελος. Ἐγὼ δὲν εὑρίσκω τίποτε λυπηρὸν εἰς τὸν πίνακα τοῦ κ. Γύζη καὶ τὸν θαυμάζω. (657, 521, 942, 736)
ads-agreement: ΙΔΙΑΙΤΕΡΑΙ ΣΥΜΦΩΝΙΑΙ (157, 121, 420, 140)
paragraph: Ὅλα κινοῦνται ἀνησύχως, ὅλα προετοιμάζονται. (351, 539, 637, 572)
author-signature: ΙΩΝ (1081, 854, 1130, 874)
issue-price: ΤΟ ΦΥΛΛΟΝ ΤΙΜΑΤΑΙ 5 ΛΕΠΤΑ 5 (127, 158, 450, 175)
subs-foreign-rate-annual: Ἐτησία φρ. χρ. 25 (288, 27, 444, 42)
paragraph: «Θάνατος Σωτῆρ» τὸν βλέπω ἐπὶ τὰς τῆς αἰθούσης καὶ ἀποθαυμάζω καὶ ἀπορῶ πόσος κόπος καὶ ἐργασία καὶ ἐπιμέλεια ἀπαιτεῖται πρὸς ἐκτέλεσιν τοιούτου ἔργου. (351, 1718, 637, 1787)
article-title-exhibition-line2: ΕΤΑΙΡΙΑΣ ΦΙΛΟΤΕΧΝΩΝ (372, 1234, 670, 1268)
